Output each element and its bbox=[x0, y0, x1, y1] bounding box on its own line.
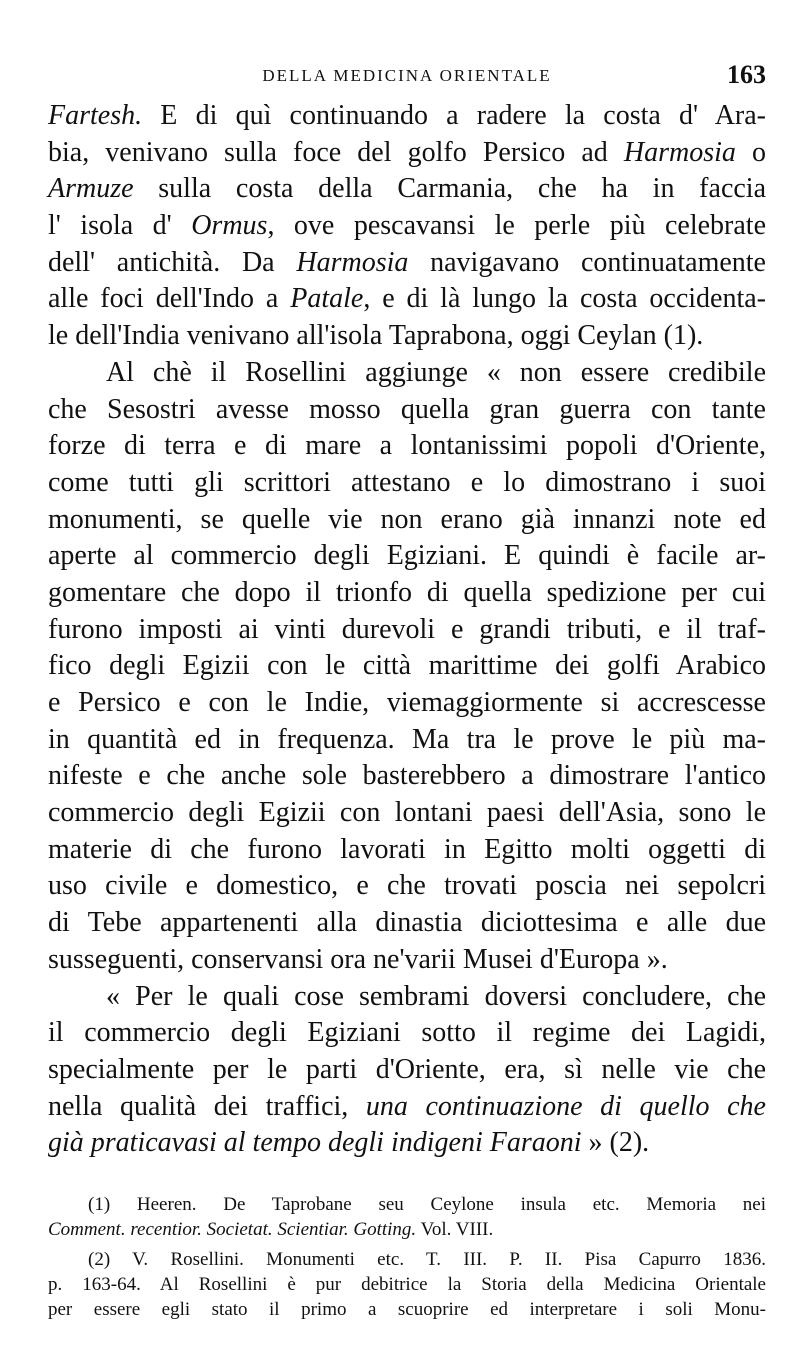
text-run: fico degli Egizii con le città marittime dei golfi Arabico bbox=[48, 650, 766, 682]
body-line bbox=[48, 942, 766, 979]
body-line bbox=[48, 612, 766, 649]
body-line bbox=[48, 795, 766, 832]
body-line bbox=[48, 685, 766, 722]
text-run: aperte al commercio degli Egiziani. E quindi è facile ar- bbox=[48, 540, 766, 572]
body-line bbox=[48, 1015, 766, 1052]
body-line bbox=[48, 465, 766, 502]
body-line bbox=[48, 171, 766, 208]
body-line bbox=[48, 538, 766, 575]
body-line bbox=[48, 1089, 766, 1126]
italic-run: Fartesh. bbox=[48, 100, 143, 131]
text-run: l' isola d' bbox=[48, 210, 192, 242]
text-run: Vol. VIII. bbox=[416, 1219, 494, 1240]
text-run: le dell'India venivano all'isola Taprabona, oggi Ceylan (1). bbox=[48, 320, 704, 352]
body-line bbox=[48, 758, 766, 795]
footnotes bbox=[48, 1192, 766, 1322]
text-run: come tutti gli scrittori attestano e lo dimostrano i suoi bbox=[48, 466, 766, 498]
body-line bbox=[48, 905, 766, 942]
italic-run: Harmosia bbox=[296, 246, 409, 278]
running-title: DELLA MEDICINA ORIENTALE bbox=[262, 66, 552, 85]
italic-run: Comment. recentior. Societat. Scientiar. Gotting. bbox=[48, 1219, 417, 1240]
text-run: in quantità ed in frequenza. Ma tra le prove le più ma- bbox=[48, 723, 766, 755]
body-line bbox=[48, 355, 766, 392]
text-run: sulla costa della Carmania, che ha in faccia bbox=[133, 173, 766, 205]
body-line bbox=[48, 281, 766, 318]
text-run: uso civile e domestico, e che trovati poscia nei sepolcri bbox=[48, 870, 766, 902]
text-run: (2) V. Rosellini. Monumenti etc. T. III. P. II. Pisa Capurro 1836. bbox=[88, 1249, 766, 1270]
body-line bbox=[48, 428, 766, 465]
text-run: nifeste e che anche sole basterebbero a dimostrare l'antico bbox=[48, 760, 766, 792]
body-line bbox=[48, 1052, 766, 1089]
italic-run: Patale bbox=[290, 283, 364, 315]
text-run: e Persico e con le Indie, viemaggiormente si accrescesse bbox=[48, 687, 766, 718]
text-run: E di quì continuando a radere la costa d' Ara- bbox=[142, 100, 766, 131]
footnote-line bbox=[48, 1217, 766, 1242]
italic-run: già praticavasi al tempo degli indigeni Faraoni bbox=[48, 1127, 582, 1159]
body-line bbox=[48, 318, 766, 355]
text-run: specialmente per le parti d'Oriente, era, sì nelle vie che bbox=[48, 1053, 766, 1085]
text-run: commercio degli Egizii con lontani paesi dell'Asia, sono le bbox=[48, 797, 766, 829]
text-run: , ove pescavansi le perle più celebrate bbox=[267, 210, 766, 242]
text-run: , e di là lungo la costa occidenta- bbox=[363, 283, 766, 315]
text-run: il commercio degli Egiziani sotto il regime dei Lagidi, bbox=[48, 1017, 766, 1049]
body-text bbox=[48, 98, 766, 1162]
text-run: di Tebe appartenenti alla dinastia diciottesima e alle due bbox=[48, 907, 766, 939]
page-number: 163 bbox=[727, 60, 766, 89]
text-run: materie di che furono lavorati in Egitto molti oggetti di bbox=[48, 833, 766, 865]
footnote-line bbox=[48, 1297, 766, 1322]
body-line bbox=[48, 868, 766, 905]
body-line bbox=[48, 1125, 766, 1162]
body-line bbox=[48, 502, 766, 539]
footnote-line bbox=[48, 1192, 766, 1217]
footnote-line bbox=[48, 1247, 766, 1272]
text-run: dell' antichità. Da bbox=[48, 246, 297, 278]
body-line bbox=[48, 979, 766, 1016]
body-line bbox=[48, 98, 766, 135]
text-run: furono imposti ai vinti durevoli e grandi tributi, e il traf- bbox=[48, 613, 766, 645]
footnote-line bbox=[48, 1272, 766, 1297]
text-run: (1) Heeren. De Taprobane seu Ceylone insula etc. Memoria nei bbox=[88, 1194, 766, 1215]
body-line bbox=[48, 245, 766, 282]
italic-run: una continuazione di quello che bbox=[365, 1090, 766, 1122]
text-run: forze di terra e di mare a lontanissimi popoli d'Oriente, bbox=[48, 430, 766, 462]
body-line bbox=[48, 392, 766, 429]
text-run: Al chè il Rosellini aggiunge « non essere credibile bbox=[106, 356, 766, 388]
body-line bbox=[48, 722, 766, 759]
text-run: navigavano continuatamente bbox=[408, 246, 766, 278]
italic-run: Armuze bbox=[48, 173, 134, 205]
body-line bbox=[48, 575, 766, 612]
text-run: monumenti, se quelle vie non erano già innanzi note ed bbox=[48, 503, 766, 535]
text-run: bia, venivano sulla foce del golfo Persico ad bbox=[48, 136, 624, 168]
text-run: che Sesostri avesse mosso quella gran guerra con tante bbox=[48, 393, 766, 425]
text-run: p. 163-64. Al Rosellini è pur debitrice la Storia della Medicina Orientale bbox=[48, 1274, 766, 1295]
text-run: gomentare che dopo il trionfo di quella spedizione per cui bbox=[48, 576, 766, 608]
italic-run: Harmosia bbox=[623, 136, 736, 168]
text-run: nella qualità dei traffici, bbox=[48, 1090, 366, 1122]
body-line bbox=[48, 832, 766, 869]
text-run: per essere egli stato il primo a scuoprire ed interpretare i soli Monu- bbox=[48, 1299, 766, 1320]
running-head bbox=[48, 60, 766, 96]
body-line bbox=[48, 648, 766, 685]
text-run: o bbox=[735, 136, 767, 168]
text-run: alle foci dell'Indo a bbox=[48, 283, 291, 315]
body-line bbox=[48, 135, 766, 172]
text-run: « Per le quali cose sembrami doversi concludere, che bbox=[106, 980, 766, 1012]
text-run: susseguenti, conservansi ora ne'varii Musei d'Europa ». bbox=[48, 943, 668, 975]
body-line bbox=[48, 208, 766, 245]
italic-run: Ormus bbox=[191, 210, 268, 242]
text-run: » (2). bbox=[581, 1127, 650, 1159]
